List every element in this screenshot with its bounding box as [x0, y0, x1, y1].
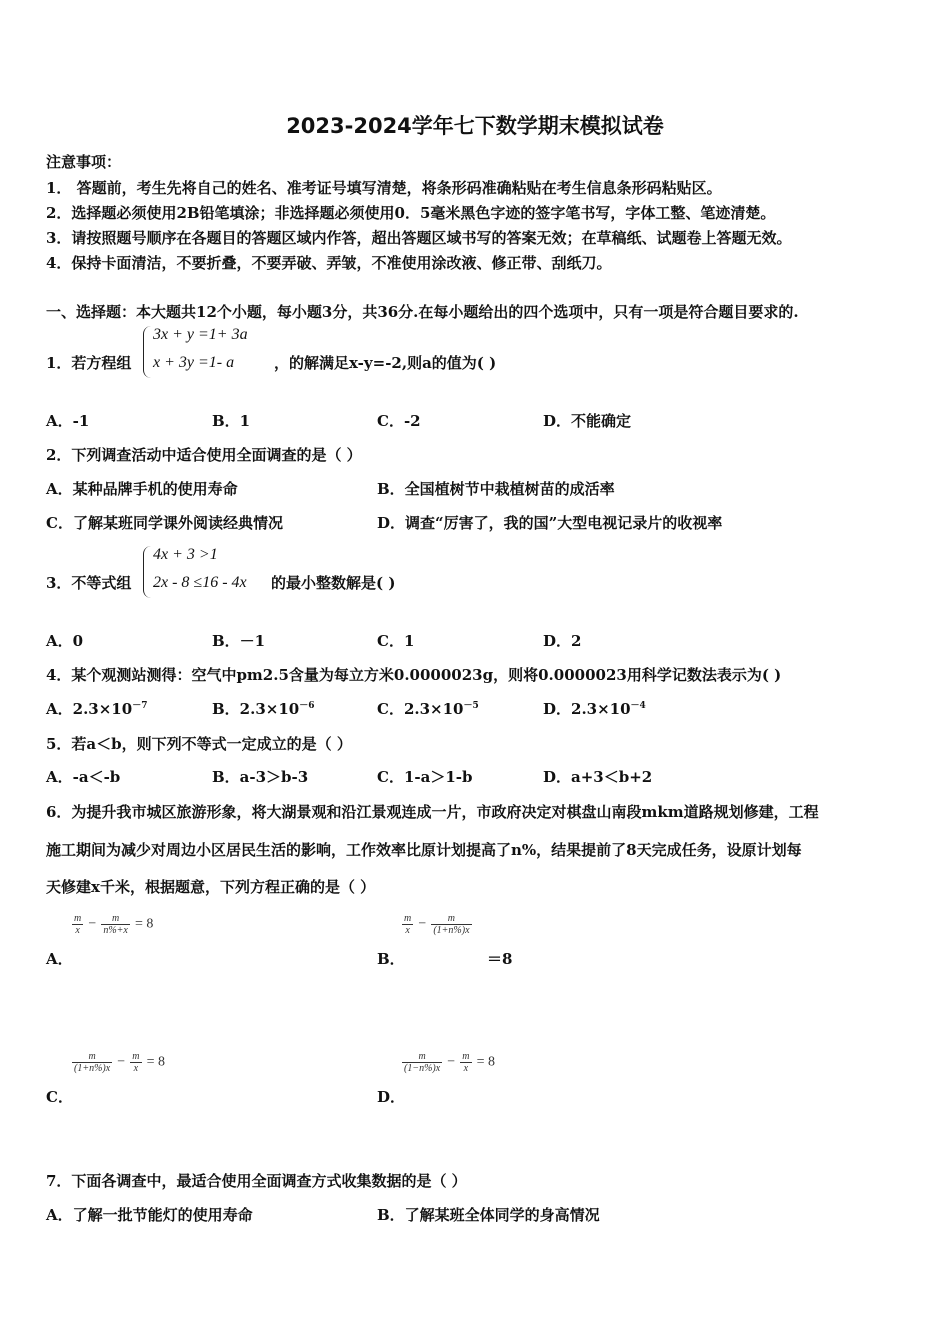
- q5-option-a: A．-a＜-b: [46, 768, 121, 786]
- fraction: $\frac{m}{x}$: [132, 1051, 140, 1074]
- q1-option-a: A．-1: [46, 412, 90, 430]
- brace-icon: [143, 546, 152, 598]
- q7-option-a: A．了解一批节能灯的使用寿命: [46, 1206, 253, 1224]
- q4-option-b-exp: －6: [299, 701, 315, 711]
- q5-option-d: D．a+3＜b+2: [543, 768, 653, 786]
- q4-option-c-label: C．2.3×10: [377, 700, 464, 718]
- fraction: $\frac{m}{(1-n\%)x}$: [404, 1051, 441, 1074]
- q4-option-d-label: D．2.3×10: [543, 700, 631, 718]
- q1-prefix: 1．若方程组: [46, 354, 132, 372]
- q4-option-d: [543, 698, 646, 719]
- q6-option-c-label: C．: [46, 1088, 73, 1106]
- q4-option-c: [377, 698, 479, 719]
- q7-stem: 7．下面各调查中，最适合使用全面调查方式收集数据的是（ ）: [46, 1172, 467, 1190]
- fraction: $\frac{m}{n\%+x}$: [103, 913, 128, 936]
- q3-prefix: 3．不等式组: [46, 574, 132, 592]
- notice-item: 2．选择题必须使用2B铅笔填涂；非选择题必须使用0．5毫米黑色字迹的签字笔书写，字体工整、笔迹清楚。: [46, 204, 776, 222]
- q6-option-b-label: B．: [377, 950, 405, 968]
- q2-option-d: D．调查“厉害了，我的国”大型电视记录片的收视率: [377, 514, 723, 532]
- q3-option-c: C．1: [377, 632, 415, 650]
- section-heading: 一、选择题：本大题共12个小题，每小题3分，共36分.在每小题给出的四个选项中，只有一项是符合题目要求的.: [46, 303, 799, 321]
- page-title: 2023-2024学年七下数学期末模拟试卷: [286, 114, 664, 138]
- q6-option-d-formula: $\frac{m}{(1-n\%)x}$ − $\frac{m}{x}$ = 8: [404, 1051, 496, 1074]
- q2-option-b: B．全国植树节中栽植树苗的成活率: [377, 480, 615, 498]
- q3-suffix: 的最小整数解是( ): [271, 574, 396, 592]
- q4-option-d-exp: －4: [630, 701, 646, 711]
- notice-heading: 注意事项：: [46, 153, 122, 171]
- fraction: $\frac{m}{x}$: [462, 1051, 470, 1074]
- q6-stem-line: 6．为提升我市城区旅游形象，将大湖景观和沿江景观连成一片，市政府决定对棋盘山南段mkm道路规划修建，工程: [46, 803, 819, 821]
- q1-eq2: x + 3y =1- a: [153, 354, 235, 371]
- q1-eq1: 3x + y =1+ 3a: [153, 326, 248, 343]
- q6-option-b-rhs: ＝8: [487, 950, 513, 968]
- q4-option-b-label: B．2.3×10: [212, 700, 300, 718]
- q6-stem-line: 施工期间为减少对周边小区居民生活的影响，工作效率比原计划提高了n%，结果提前了8天完成任务，设原计划每: [46, 841, 802, 859]
- q6-option-d-label: D．: [377, 1088, 406, 1106]
- q3-inequality-system: [143, 546, 271, 598]
- q6-option-a-label: A．: [46, 950, 73, 968]
- q1-option-b: B．1: [212, 412, 251, 430]
- notice-item: 1． 答题前，考生先将自己的姓名、准考证号填写清楚，将条形码准确粘贴在考生信息条形码粘贴区。: [46, 179, 722, 197]
- fraction: $\frac{m}{(1+n\%)x}$: [74, 1051, 111, 1074]
- notice-item: 4．保持卡面清洁，不要折叠，不要弄破、弄皱，不准使用涂改液、修正带、刮纸刀。: [46, 254, 612, 272]
- q1-option-d: D．不能确定: [543, 412, 632, 430]
- fraction: $\frac{m}{(1+n\%)x}$: [433, 913, 470, 936]
- q3-option-d: D．2: [543, 632, 582, 650]
- q5-stem: 5．若a＜b，则下列不等式一定成立的是（ ）: [46, 735, 352, 753]
- q5-option-b: B．a-3＞b-3: [212, 768, 309, 786]
- q1-option-c: C．-2: [377, 412, 421, 430]
- q7-option-b: B．了解某班全体同学的身高情况: [377, 1206, 600, 1224]
- q4-stem: 4．某个观测站测得：空气中pm2.5含量为每立方米0.0000023g，则将0.0000023用科学记数法表示为( ): [46, 666, 782, 684]
- q2-option-c: C．了解某班同学课外阅读经典情况: [46, 514, 283, 532]
- q4-option-b: [212, 698, 314, 719]
- q3-eq2: 2x - 8 ≤16 - 4x: [153, 574, 247, 591]
- q2-option-a: A．某种品牌手机的使用寿命: [46, 480, 238, 498]
- notice-item: 3．请按照题号顺序在各题目的答题区域内作答，超出答题区域书写的答案无效；在草稿纸、试题卷上答题无效。: [46, 229, 792, 247]
- q4-option-a-exp: －7: [132, 701, 148, 711]
- q1-suffix: ，的解满足x-y=-2,则a的值为( ): [274, 354, 497, 372]
- q2-stem: 2．下列调查活动中适合使用全面调查的是（ ）: [46, 446, 362, 464]
- q3-eq1: 4x + 3 >1: [153, 546, 218, 563]
- q1-equation-system: [143, 326, 271, 378]
- q4-option-a: [46, 698, 147, 719]
- fraction: $\frac{m}{x}$: [404, 913, 412, 936]
- q3-option-a: A．0: [46, 632, 84, 650]
- q6-option-b-formula: $\frac{m}{x}$ − $\frac{m}{(1+n\%)x}$: [404, 913, 470, 936]
- q6-stem-line: 天修建x千米，根据题意，下列方程正确的是（ ）: [46, 878, 376, 896]
- q5-option-c: C．1-a＞1-b: [377, 768, 473, 786]
- fraction: $\frac{m}{x}$: [74, 913, 82, 936]
- brace-icon: [143, 326, 152, 378]
- q3-option-b: B．－1: [212, 632, 266, 650]
- q4-option-c-exp: －5: [463, 701, 479, 711]
- q6-option-c-formula: $\frac{m}{(1+n\%)x}$ − $\frac{m}{x}$ = 8: [74, 1051, 166, 1074]
- q6-option-a-formula: $\frac{m}{x}$ − $\frac{m}{n\%+x}$ = 8: [74, 913, 154, 936]
- q4-option-a-label: A．2.3×10: [46, 700, 133, 718]
